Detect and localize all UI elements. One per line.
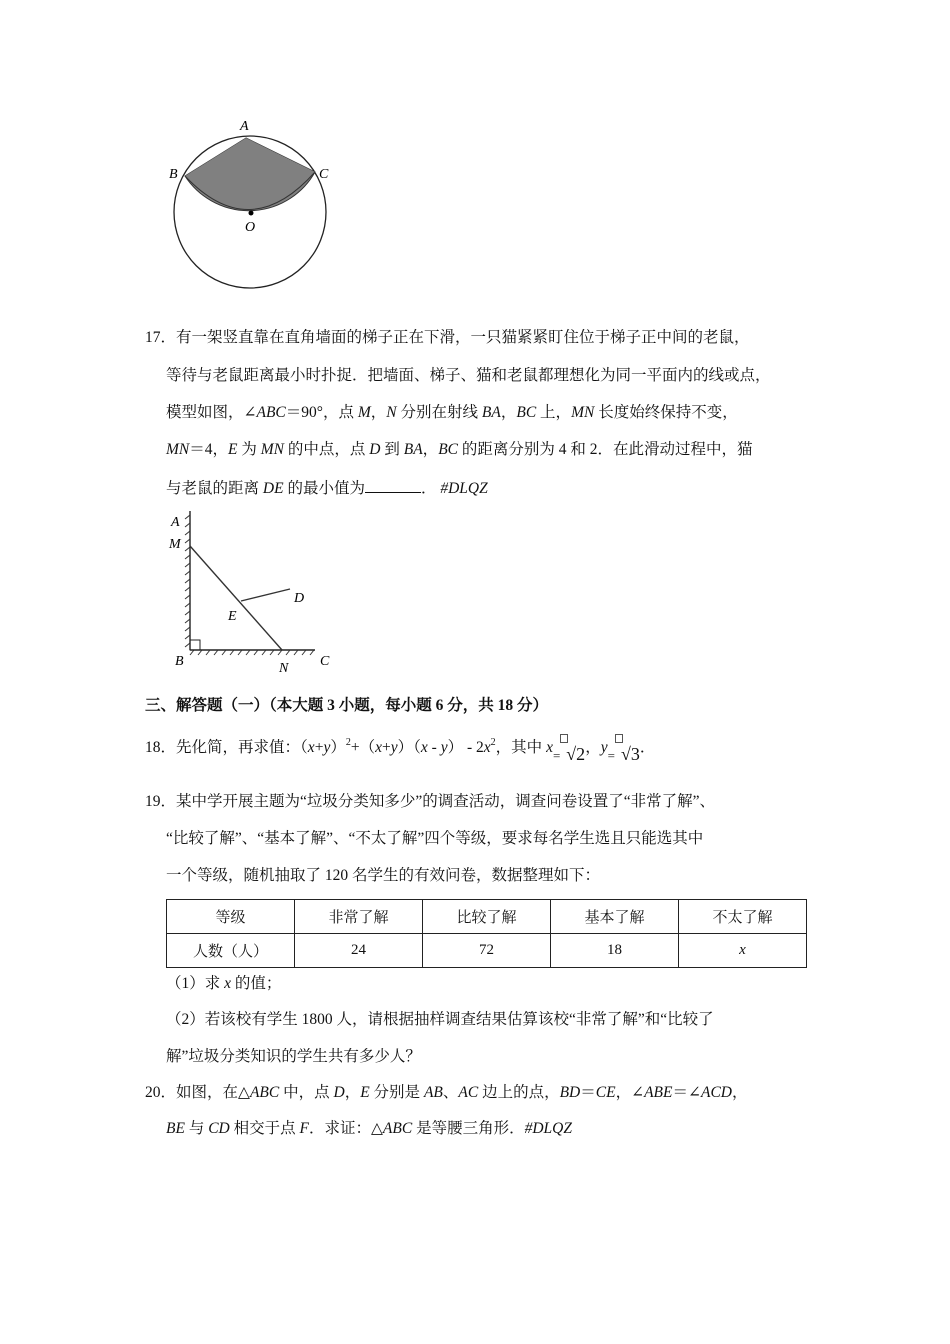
table-cell: x	[679, 934, 807, 968]
answer-blank[interactable]	[365, 478, 421, 493]
q17-line-2: 等待与老鼠距离最小时扑捉．把墙面、梯子、猫和老鼠都理想化为同一平面内的线或点，	[166, 367, 771, 384]
table-cell: 基本了解	[551, 900, 679, 934]
label-B: B	[175, 654, 184, 669]
section-heading: 三、解答题（一）（本大题 3 小题，每小题 6 分，共 18 分）	[145, 697, 549, 714]
q17-number: 17．	[145, 329, 177, 346]
ladder-figure	[160, 505, 350, 680]
q19-sub-2-line-1: （2）若该校有学生 1800 人，请根据抽样调查结果估算该校“非常了解”和“比较了	[166, 1011, 714, 1028]
q17-line-5: 与老鼠的距离 DE 的最小值为 ． #DLQZ	[166, 480, 488, 497]
table-header-row	[167, 900, 807, 934]
y-value: √3	[620, 744, 640, 764]
q19-line-2: “比较了解”、“基本了解”、“不太了解”四个等级，要求每名学生选且只能选其中	[166, 830, 704, 847]
table-cell: 不太了解	[679, 900, 807, 934]
table-cell: 24	[295, 934, 423, 968]
q19-number: 19．	[145, 793, 177, 810]
table-cell: 人数（人）	[167, 934, 295, 968]
label-O: O	[245, 220, 256, 235]
q19-line-3: 一个等级，随机抽取了 120 名学生的有效问卷，数据整理如下：	[166, 867, 601, 884]
survey-table	[166, 899, 807, 968]
label-N: N	[279, 661, 289, 676]
label-B: B	[169, 167, 178, 182]
table-cell: 等级	[167, 900, 295, 934]
table-cell: 非常了解	[295, 900, 423, 934]
q19-sub-1: （1）求 x 的值；	[166, 975, 282, 992]
table-row	[167, 934, 807, 968]
q19-line-1: 19．某中学开展主题为“垃圾分类知多少”的调查活动，调查问卷设置了“非常了解”、	[145, 793, 716, 810]
q17-line-4: MN＝4，E 为 MN 的中点，点 D 到 BA，BC 的距离分别为 4 和 2．在此滑动过程中，猫	[166, 441, 753, 458]
tag-dlqz: #DLQZ	[440, 480, 488, 497]
tag-dlqz: #DLQZ	[524, 1120, 572, 1137]
circle-sector-figure	[160, 110, 350, 310]
q20-line-1: 20．如图，在△ABC 中，点 D，E 分别是 AB、AC 边上的点，BD＝CE，∠ABE＝∠ACD，	[145, 1084, 748, 1101]
label-C: C	[319, 167, 329, 182]
q20-number: 20．	[145, 1084, 177, 1101]
q20-line-2: BE 与 CD 相交于点 F．求证：△ABC 是等腰三角形．#DLQZ	[166, 1120, 572, 1137]
table-cell: 18	[551, 934, 679, 968]
label-D: D	[294, 591, 305, 606]
q19-sub-2-line-2: 解”垃圾分类知识的学生共有多少人？	[166, 1048, 421, 1065]
q17-line-3: 模型如图，∠ABC＝90°，点 M，N 分别在射线 BA，BC 上，MN 长度始终保持不变，	[166, 404, 738, 421]
q18-number: 18．	[145, 739, 177, 756]
q17-line-1: 17．有一架竖直靠在直角墙面的梯子正在下滑，一只猫紧紧盯住位于梯子正中间的老鼠，	[145, 329, 750, 346]
table-cell: 比较了解	[423, 900, 551, 934]
label-A: A	[171, 515, 180, 530]
label-A: A	[240, 119, 249, 134]
label-E: E	[228, 609, 237, 624]
table-cell: 72	[423, 934, 551, 968]
x-value: √2	[566, 744, 586, 764]
label-M: M	[169, 537, 181, 552]
label-C: C	[320, 654, 330, 669]
q18-line: 18．先化简，再求值：$(x+y)^2+(x+y)(x - y) - 2x^2$，其中 $x_=$ √2，$y_=$ √3．	[145, 733, 655, 758]
